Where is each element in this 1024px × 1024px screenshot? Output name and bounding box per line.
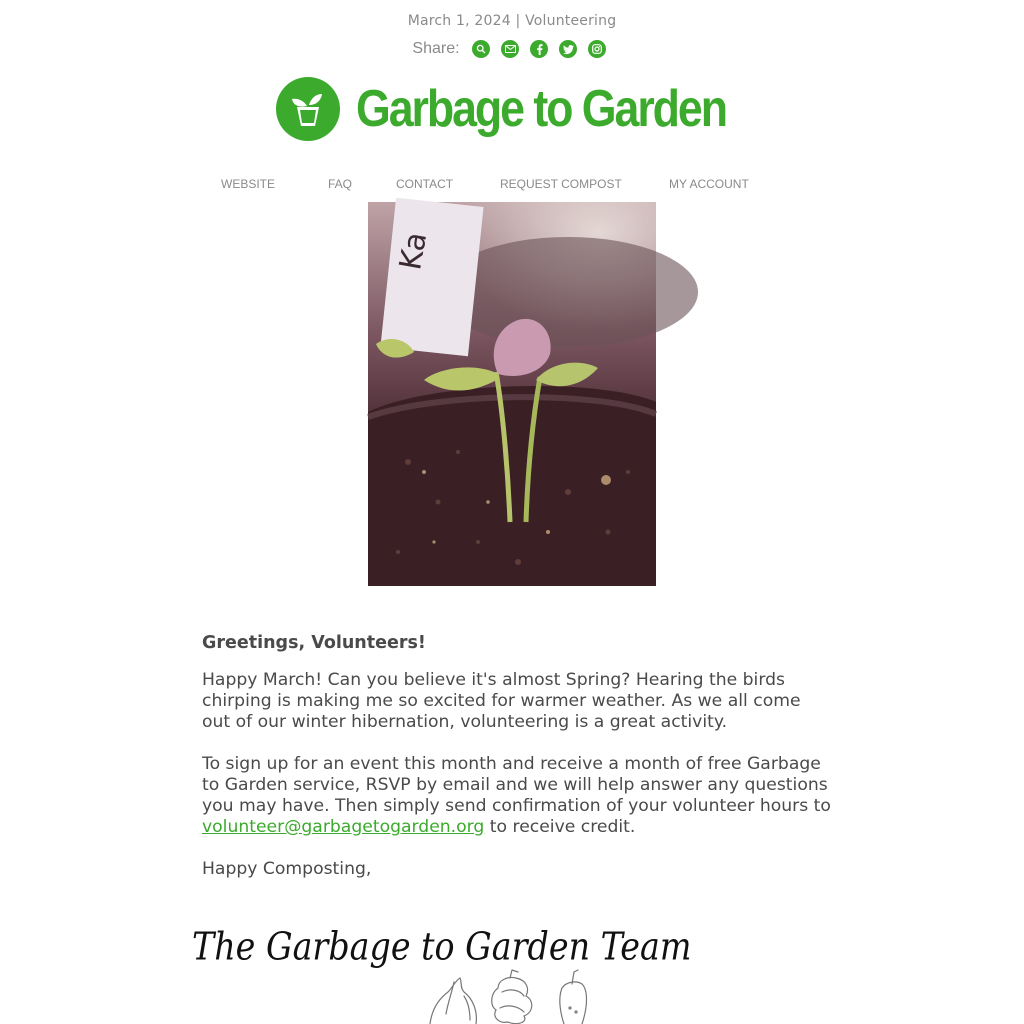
paragraph-intro: Happy March! Can you believe it's almost Spring? Hearing the birds chirping is making me so excited for warmer weather. As we all come out of our winter hibernation, volunteering is a great activity. bbox=[202, 670, 801, 732]
share-label: Share: bbox=[412, 40, 460, 57]
post-meta bbox=[0, 13, 1024, 29]
brand-logo[interactable] bbox=[276, 77, 786, 141]
instagram-icon[interactable] bbox=[588, 40, 606, 58]
facebook-icon[interactable] bbox=[530, 40, 548, 58]
hero-image-seedling bbox=[368, 202, 656, 586]
nav-faq[interactable]: FAQ bbox=[328, 177, 353, 191]
twitter-icon[interactable] bbox=[559, 40, 577, 58]
compost-pot-logo-icon bbox=[276, 77, 340, 141]
email-body bbox=[202, 632, 832, 901]
plant-tag-text: Ka bbox=[393, 229, 435, 273]
signature-text: The Garbage to Garden Team bbox=[192, 925, 692, 969]
nav-request-compost[interactable]: REQUEST COMPOST bbox=[500, 177, 622, 191]
compost-scraps-illustration-icon bbox=[410, 968, 610, 1024]
nav-contact[interactable]: CONTACT bbox=[396, 177, 454, 191]
volunteer-email-link[interactable]: volunteer@garbagetogarden.org bbox=[202, 817, 485, 837]
meta-separator: | bbox=[515, 13, 521, 29]
nav-website[interactable]: WEBSITE bbox=[221, 177, 276, 191]
signup-text-before: To sign up for an event this month and receive a month of free Garbage to Garden service, RSVP by email and we will help answer any questions you may have. Then simply send confirmation of your volunteer hours to bbox=[202, 754, 831, 816]
signup-text-after: to receive credit. bbox=[484, 817, 636, 837]
paragraph-signup bbox=[202, 754, 832, 838]
main-nav bbox=[0, 177, 1024, 193]
handwritten-signature bbox=[192, 910, 692, 974]
email-icon[interactable] bbox=[501, 40, 519, 58]
post-date: March 1, 2024 bbox=[407, 13, 511, 29]
search-icon[interactable] bbox=[472, 40, 490, 58]
post-category[interactable]: Volunteering bbox=[525, 13, 617, 29]
nav-my-account[interactable]: MY ACCOUNT bbox=[669, 177, 749, 191]
greeting-heading: Greetings, Volunteers! bbox=[202, 633, 426, 653]
closing-text: Happy Composting, bbox=[202, 859, 372, 879]
brand-name: Garbage to Garden bbox=[356, 80, 726, 138]
share-bar bbox=[0, 40, 1024, 58]
